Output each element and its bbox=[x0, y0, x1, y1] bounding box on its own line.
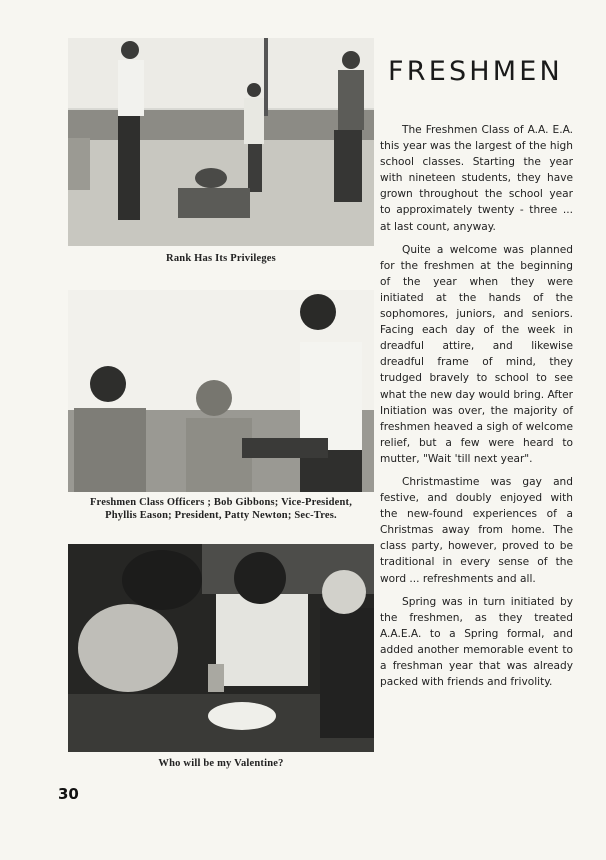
section-title: FRESHMEN bbox=[388, 56, 563, 87]
photo-valentine-image bbox=[68, 544, 374, 752]
body-paragraph-3: Christmastime was gay and festive, and doubly enjoyed with the new-found experiences of a Christmas away from home. The class party, however, proved to be traditional in every sense of the word ... refreshments and all. bbox=[380, 475, 573, 585]
photo-officers-image bbox=[68, 290, 374, 492]
body-paragraph-1: The Freshmen Class of A.A. E.A. this year was the largest of the high school classes. Starting the year with nineteen students, they have grown throughout the school year to approximately twenty - three ... at last count, anyway. bbox=[380, 124, 573, 233]
photo-caption-officers-line1: Freshmen Class Officers ; Bob Gibbons; Vice-President, bbox=[89, 497, 353, 508]
photo-class-officers bbox=[68, 290, 374, 492]
page-number: 30 bbox=[58, 785, 79, 803]
photo-caption-officers bbox=[60, 496, 382, 522]
body-paragraph-4: Spring was in turn initiated by the freshmen, as they treated A.A.E.A. to a Spring formal, and added another memorable event to a freshman year that was already packed with friends and frivolity. bbox=[380, 595, 573, 689]
photo-rank-has-its-privileges bbox=[68, 38, 374, 246]
photo-rank-image bbox=[68, 38, 374, 246]
body-paragraph-2: Quite a welcome was planned for the freshmen at the beginning of the year when they were initiated at the hands of the sophomores, juniors, and seniors. Facing each day of the week in dreadful attire, and likewise dreadful frame of mind, they trudged bravely to school to see what the new day would bring. After Initiation was over, the majority of freshmen heaved a sigh of welcome relief, but a few were heard to mutter, "Wait 'till next year". bbox=[380, 243, 573, 465]
photo-caption-rank: Rank Has Its Privileges bbox=[166, 253, 276, 264]
photo-caption-officers-line2: Phyllis Eason; President, Patty Newton; Sec-Tres. bbox=[105, 510, 337, 521]
body-text-column bbox=[380, 122, 573, 697]
photo-caption-valentine: Who will be my Valentine? bbox=[158, 758, 284, 769]
photo-valentine bbox=[68, 544, 374, 752]
